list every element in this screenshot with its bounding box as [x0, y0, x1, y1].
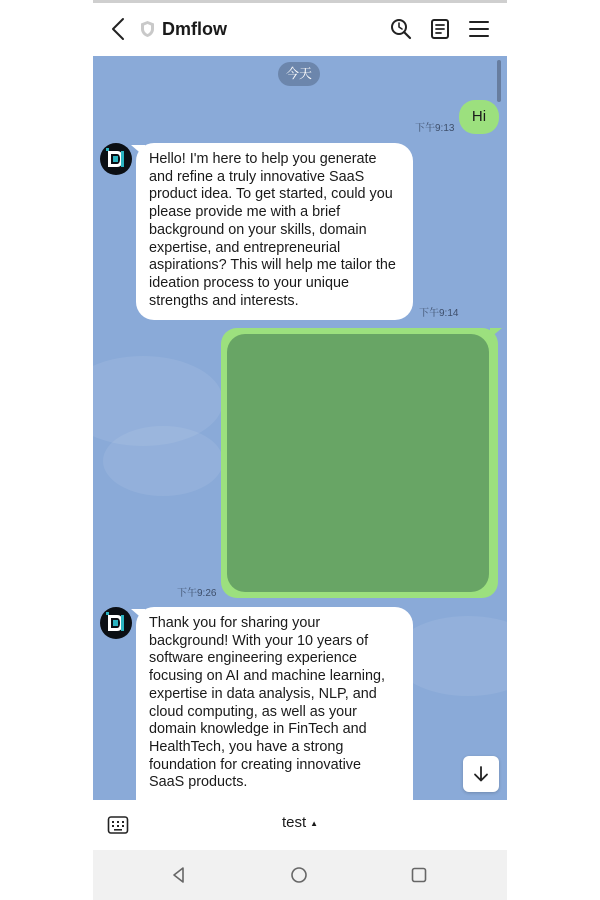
shield-icon: [140, 20, 155, 38]
recents-square-icon[interactable]: [410, 866, 428, 884]
bot-message-bubble[interactable]: Hello! I'm here to help you generate and refine a truly innovative SaaS product idea. To get started, could you please provide me with a brief background on your skills, domain expertise, and entrepreneurial aspirations? This will help me tailor the ideation process to your unique strengths and interests.: [136, 143, 413, 320]
image-placeholder: [227, 334, 489, 592]
bot-message-bubble[interactable]: Thank you for sharing your background! With your 10 years of software engineering experience focusing on AI and machine learning, expertise in data analysis, NLP, and cloud computing, as well as your domain knowledge in FinTech and HealthTech, you have a strong foundation for creating innovative SaaS products.: [136, 607, 413, 800]
bot-avatar[interactable]: [100, 607, 132, 639]
background-cloud: [103, 426, 223, 496]
dmflow-logo-icon: [100, 143, 132, 175]
chat-header: [93, 3, 507, 56]
scroll-to-bottom-button[interactable]: [463, 756, 499, 792]
rich-menu-toggle[interactable]: [93, 814, 507, 831]
search-icon[interactable]: [389, 17, 413, 41]
system-navigation-bar: [93, 850, 507, 900]
chat-title: Dmflow: [162, 19, 227, 39]
home-circle-icon[interactable]: [290, 866, 308, 884]
message-time: 下午9:26: [177, 588, 217, 599]
phone-screen: [93, 0, 507, 900]
bot-avatar[interactable]: [100, 143, 132, 175]
caret-up-icon: ▲: [310, 818, 319, 828]
my-message-bubble[interactable]: Hi: [459, 100, 499, 134]
back-triangle-icon[interactable]: [170, 866, 188, 884]
my-image-message[interactable]: [221, 328, 498, 598]
chat-area[interactable]: [93, 56, 507, 800]
message-time: 下午9:13: [415, 123, 455, 134]
chevron-left-icon[interactable]: [107, 16, 131, 42]
scrollbar[interactable]: [497, 60, 501, 102]
arrow-down-icon: [471, 764, 491, 784]
date-separator: 今天: [278, 62, 320, 86]
dmflow-logo-icon: [100, 607, 132, 639]
notes-icon[interactable]: [428, 17, 452, 41]
menu-icon[interactable]: [467, 17, 491, 41]
rich-menu-label: test: [281, 814, 307, 831]
input-bar: [93, 800, 507, 850]
message-time: 下午9:14: [419, 308, 459, 319]
